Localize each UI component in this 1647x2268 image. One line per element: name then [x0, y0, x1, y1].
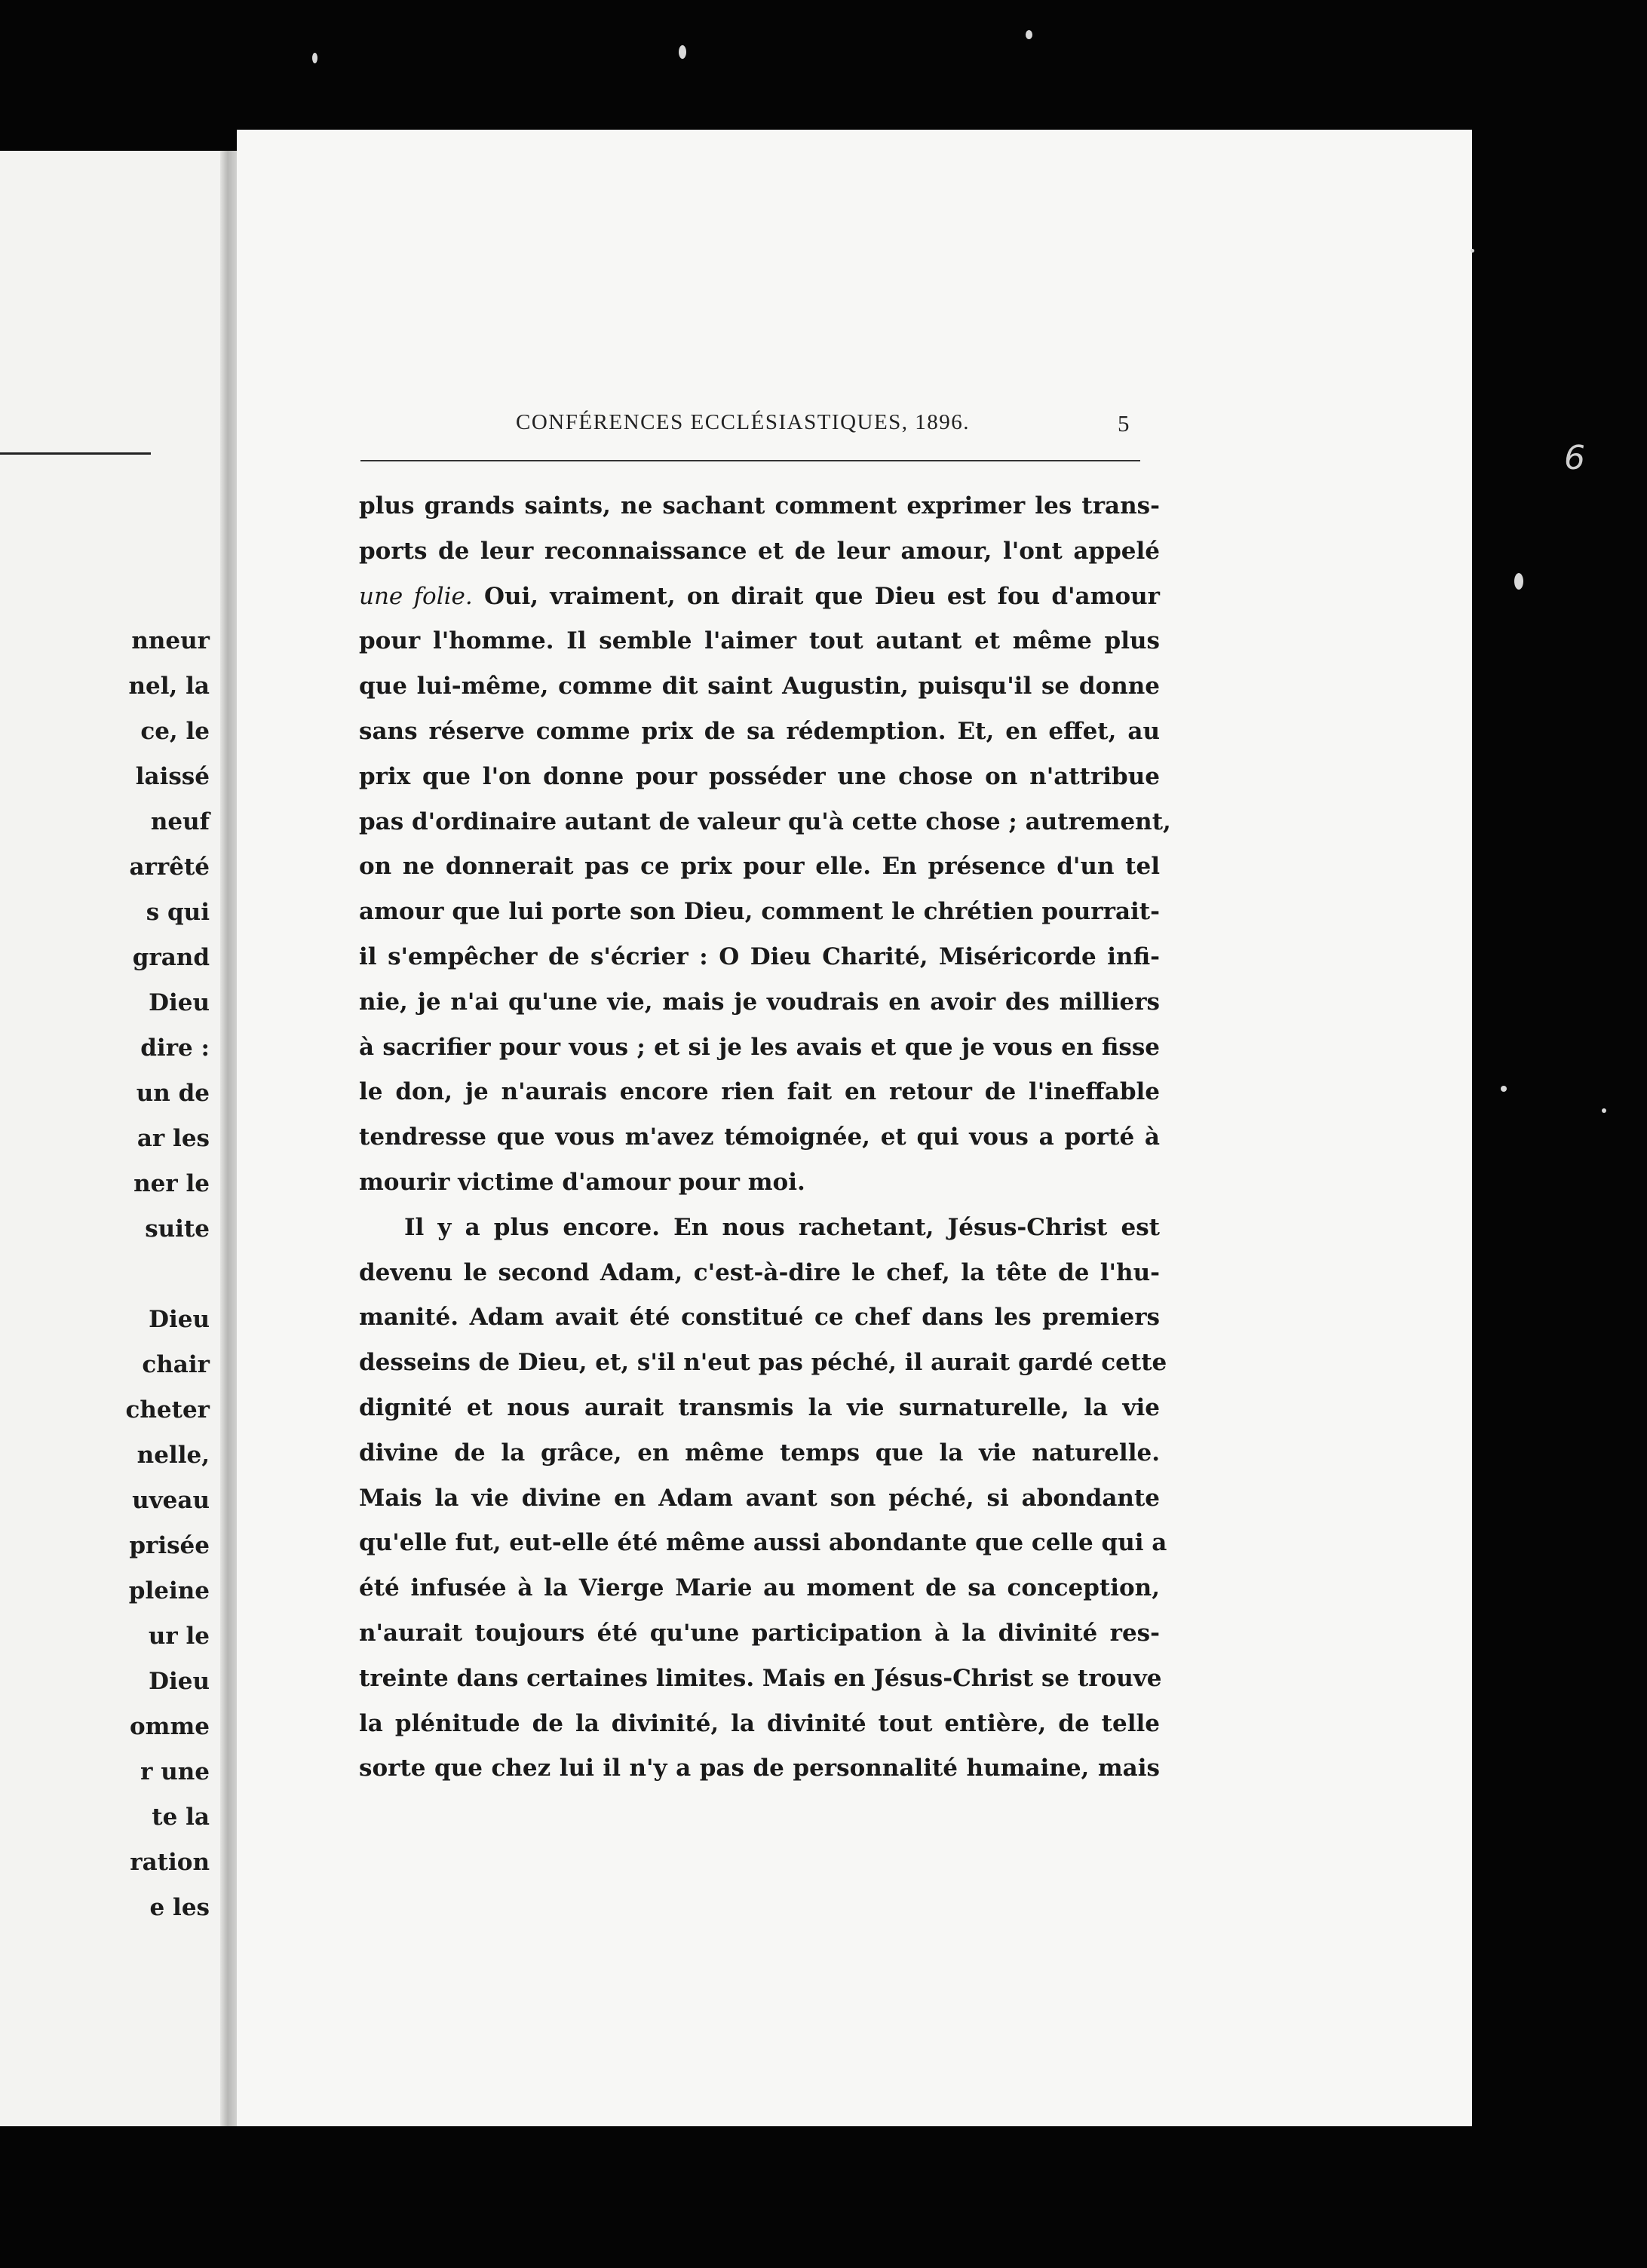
text-line: sans réserve comme prix de sa rédemption. Et, en effet, au: [359, 717, 1160, 745]
text-line: desseins de Dieu, et, s'il n'eut pas péché, il aurait gardé cette: [359, 1349, 1167, 1377]
text-line: divine de la grâce, en même temps que la vie naturelle.: [359, 1439, 1160, 1467]
left-line-fragment: nneur: [131, 627, 210, 654]
left-line-fragment: arrêté: [129, 854, 210, 881]
left-line-fragment: Dieu: [149, 1306, 210, 1333]
dust-speck: [679, 45, 686, 59]
text-line: été infusée à la Vierge Marie au moment de sa conception,: [359, 1574, 1160, 1602]
text-line: sorte que chez lui il n'y a pas de personnalité humaine, mais: [359, 1755, 1160, 1782]
left-line-fragment: e les: [149, 1894, 210, 1921]
left-line-fragment: te la: [152, 1804, 210, 1831]
running-title: CONFÉRENCES ECCLÉSIASTIQUES, 1896.: [516, 410, 971, 434]
text-line: nie, je n'ai qu'une vie, mais je voudrais en avoir des milliers: [359, 988, 1160, 1016]
left-line-fragment: s qui: [146, 899, 210, 926]
left-line-fragment: cheter: [125, 1396, 210, 1424]
left-page-header-rule: [0, 452, 151, 455]
text-line: amour que lui porte son Dieu, comment le chrétien pourrait-: [359, 898, 1160, 926]
left-line-fragment: nel, la: [128, 673, 210, 700]
left-line-fragment: nelle,: [136, 1442, 210, 1469]
left-line-fragment: ce, le: [140, 718, 210, 745]
text-line: mourir victime d'amour pour moi.: [359, 1168, 805, 1196]
text-line: n'aurait toujours été qu'une participation à la divinité res-: [359, 1619, 1160, 1647]
left-line-fragment: ration: [130, 1849, 210, 1876]
text-line: Mais la vie divine en Adam avant son péché, si abondante: [359, 1484, 1160, 1512]
body-text: [359, 484, 1171, 1791]
left-line-fragment: ner le: [133, 1170, 210, 1197]
left-page: [0, 151, 220, 2126]
left-line-fragment: suite: [145, 1215, 210, 1243]
dust-speck: [1501, 1086, 1507, 1092]
right-page: [237, 130, 1472, 2126]
text-line: on ne donnerait pas ce prix pour elle. En présence d'un tel: [359, 853, 1160, 881]
text-line: devenu le second Adam, c'est-à-dire le chef, la tête de l'hu-: [359, 1258, 1160, 1286]
left-line-fragment: neuf: [150, 808, 210, 835]
text-line: la plénitude de la divinité, la divinité tout entière, de telle: [359, 1709, 1160, 1737]
text-line: treinte dans certaines limites. Mais en Jésus-Christ se trouve: [359, 1664, 1162, 1692]
dust-speck: [1514, 573, 1523, 590]
text-line: dignité et nous aurait transmis la vie surnaturelle, la vie: [359, 1393, 1160, 1421]
dust-speck: [1471, 249, 1474, 253]
dust-speck: [312, 53, 317, 63]
page-number: 5: [1118, 410, 1130, 437]
text-line: pour l'homme. Il semble l'aimer tout autant et même plus: [359, 627, 1160, 655]
dust-speck: [1602, 1108, 1606, 1113]
margin-pencil-mark: 6: [1564, 439, 1585, 477]
text-line: ports de leur reconnaissance et de leur amour, l'ont appelé: [359, 537, 1160, 565]
left-line-fragment: Dieu: [149, 1668, 210, 1695]
dust-speck: [1026, 30, 1032, 39]
left-line-fragment: prisée: [129, 1532, 210, 1559]
text-line: il s'empêcher de s'écrier : O Dieu Charité, Miséricorde infi-: [359, 942, 1160, 970]
left-line-fragment: r une: [140, 1758, 210, 1785]
left-line-fragment: pleine: [128, 1577, 210, 1604]
text-line: le don, je n'aurais encore rien fait en retour de l'ineffable: [359, 1078, 1160, 1106]
left-line-fragment: laissé: [135, 763, 210, 790]
left-line-fragment: Dieu: [149, 989, 210, 1016]
text-line: manité. Adam avait été constitué ce chef dans les premiers: [359, 1304, 1160, 1332]
text-line: pas d'ordinaire autant de valeur qu'à cette chose ; autrement,: [359, 808, 1171, 835]
text-line: prix que l'on donne pour posséder une chose on n'attribue: [359, 762, 1160, 790]
book-gutter: [220, 151, 237, 2126]
text-line: une folie. Oui, vraiment, on dirait que Dieu est fou d'amour: [359, 582, 1160, 610]
page-header: [237, 410, 1472, 448]
italic-phrase: une folie.: [359, 582, 473, 610]
left-line-fragment: grand: [132, 944, 210, 971]
text-line: que lui-même, comme dit saint Augustin, puisqu'il se donne: [359, 673, 1160, 700]
text-line: qu'elle fut, eut-elle été même aussi abondante que celle qui a: [359, 1529, 1167, 1557]
left-line-fragment: dire :: [140, 1034, 210, 1062]
text-line: plus grands saints, ne sachant comment exprimer les trans-: [359, 492, 1160, 519]
left-line-fragment: omme: [129, 1713, 210, 1740]
left-line-fragment: ar les: [136, 1125, 210, 1152]
text-line: tendresse que vous m'avez témoignée, et qui vous a porté à: [359, 1123, 1160, 1151]
header-rule: [360, 460, 1140, 461]
text-line: Il y a plus encore. En nous rachetant, Jésus-Christ est: [404, 1213, 1160, 1241]
left-line-fragment: ur le: [148, 1623, 210, 1650]
text-line: à sacrifier pour vous ; et si je les avais et que je vous en fisse: [359, 1033, 1160, 1061]
left-line-fragment: un de: [136, 1080, 210, 1107]
left-line-fragment: chair: [142, 1351, 210, 1378]
left-line-fragment: uveau: [132, 1487, 210, 1514]
